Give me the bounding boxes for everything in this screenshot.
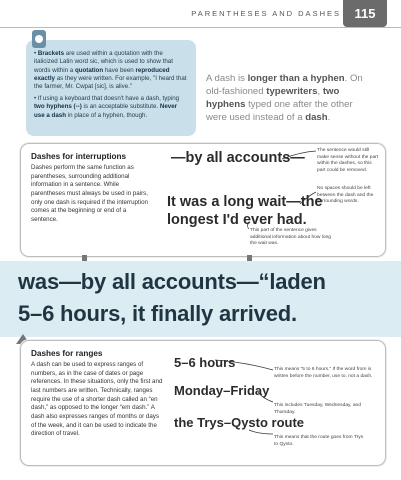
band-line-2: 5–6 hours, it finally arrived. <box>18 301 297 326</box>
tip-item-brackets: • Brackets are used within a quotation with the italicized Latin word sic, which is used to show that words within a quotation have been reproduced exactly as they were written. For example, "I heard that the farmer, Mr. Cwpat [sic], is alive." <box>34 50 187 91</box>
ranges-example-3: the Trys–Qysto route <box>174 415 305 430</box>
page-number: 115 <box>343 0 387 27</box>
dash-length-note: A dash is longer than a hyphen. On old-fashioned typewriters, two hyphens typed one after the other were used instead of a dash. <box>206 73 363 123</box>
running-head: PARENTHESES AND DASHES <box>191 9 341 18</box>
interruptions-panel <box>20 143 386 257</box>
interruptions-example-2-line-1: It was a long wait—the <box>167 194 323 210</box>
interruptions-note-2: No spaces should be left between the dash and the surrounding words. <box>317 186 374 205</box>
tip-icon <box>32 30 46 48</box>
ranges-panel <box>20 340 386 466</box>
interruptions-note-3: This part of the sentence gives additional information about how long the wait was. <box>250 228 332 247</box>
interruptions-heading: Dashes for interruptions <box>31 152 127 161</box>
interruptions-example-2-line-2: longest I'd ever had. <box>167 212 307 228</box>
ranges-body: A dash can be used to express ranges of numbers, as in the case of dates or page references. In these situations, only the first and last numbers are written. Technically, ranges require the use of a shorter dash called an “en dash,” as opposed to the longer “em dash.” A dash also expresses ranges of months or days of the week, and it can be used to indicate the direction of travel. <box>31 361 163 438</box>
band-line-1: was—by all accounts—“laden <box>18 269 326 294</box>
interruptions-note-1: The sentence would still make sense without the part within the dashes, so this part could be removed. <box>317 148 379 173</box>
ranges-example-2: Monday–Friday <box>174 383 270 398</box>
ranges-note-2: This includes Tuesday, Wednesday, and Thursday. <box>274 403 361 415</box>
tip-item-keyboard: • If using a keyboard that doesn't have a dash, typing two hyphens (--) is an acceptable substitute. Never use a dash in place of a hyphen, though. <box>34 94 180 119</box>
ranges-note-1: This means “5 to 6 hours.” If the word from is written before the number, use to, not a dash. <box>274 367 373 379</box>
tip-box <box>26 40 196 136</box>
interruptions-example-1: —by all accounts— <box>171 150 305 166</box>
ranges-example-1: 5–6 hours <box>174 355 236 370</box>
ranges-heading: Dashes for ranges <box>31 349 103 358</box>
interruptions-body: Dashes perform the same function as parentheses, surrounding additional information in a sentence. While parentheses must always be used in pairs, only one dash is required if the interruption comes at the beginning or end of a sentence. <box>31 164 148 224</box>
example-sentence-band <box>0 261 401 337</box>
page-header <box>0 0 401 28</box>
ranges-note-3: This means that the route goes from Trys to Qysto. <box>274 435 364 447</box>
